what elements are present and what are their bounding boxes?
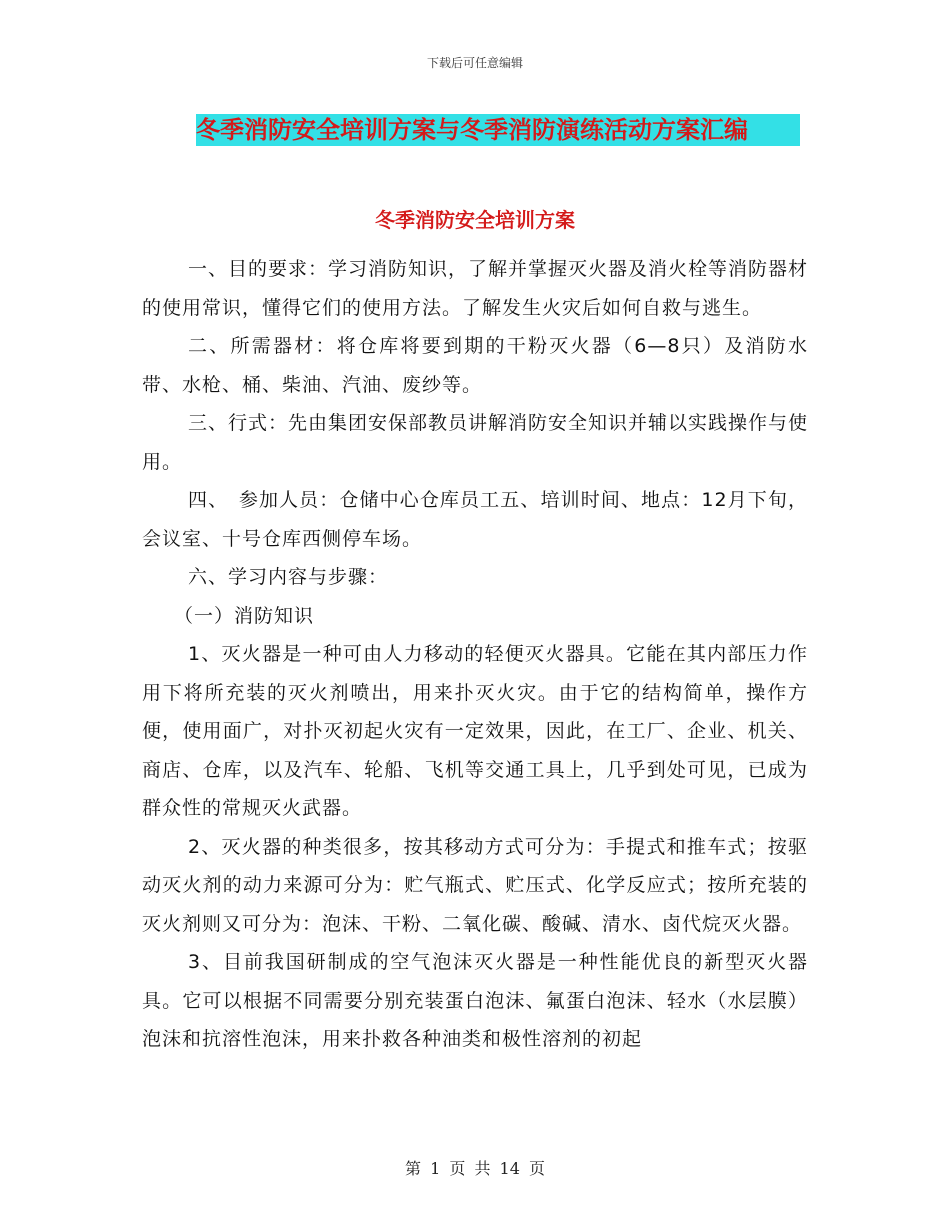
paragraph-participants: 四、 参加人员：仓储中心仓库员工五、培训时间、地点：12月下旬，会议室、十号仓库西侧停车场。 xyxy=(142,489,808,550)
paragraph-item-3: 3、目前我国研制成的空气泡沫灭火器是一种性能优良的新型灭火器具。它可以根据不同需要分别充装蛋白泡沫、氟蛋白泡沫、轻水（水层膜）泡沫和抗溶性泡沫，用来扑救各种油类和极性溶剂的初起 xyxy=(142,951,808,1050)
paragraph-purpose: 一、目的要求：学习消防知识，了解并掌握灭火器及消火栓等消防器材的使用常识，懂得它们的使用方法。了解发生火灾后如何自救与逃生。 xyxy=(142,258,809,319)
header-note: 下载后可任意编辑 xyxy=(426,56,523,70)
paragraph-item-2: 2、灭火器的种类很多，按其移动方式可分为：手提式和推车式；按驱动灭火剂的动力来源可分为：贮气瓶式、贮压式、化学反应式；按所充装的灭火剂则又可分为：泡沫、干粉、二氧化碳、酸碱、清水、卤代烷灭火器。 xyxy=(142,835,808,935)
paragraph-format: 三、行式：先由集团安保部教员讲解消防安全知识并辅以实践操作与使用。 xyxy=(142,412,809,473)
document-title: 冬季消防安全培训方案与冬季消防演练活动方案汇编 xyxy=(196,114,800,146)
subheading-fire-knowledge: （一）消防知识 xyxy=(174,604,315,627)
document-body xyxy=(142,250,808,1059)
paragraph-content-steps: 六、学习内容与步骤： xyxy=(188,566,389,588)
page-number: 第 1 页 共 14 页 xyxy=(405,1159,545,1178)
paragraph-equipment: 二、所需器材：将仓库将要到期的干粉灭火器（6—8只）及消防水带、水枪、桶、柴油、汽油、废纱等。 xyxy=(142,335,808,396)
section-title: 冬季消防安全培训方案 xyxy=(375,208,575,232)
paragraph-item-1: 1、灭火器是一种可由人力移动的轻便灭火器具。它能在其内部压力作用下将所充装的灭火剂喷出，用来扑灭火灾。由于它的结构简单，操作方便，使用面广，对扑灭初起火灾有一定效果，因此，在工厂、企业、机关、商店、仓库，以及汽车、轮船、飞机等交通工具上，几乎到处可见，已成为群众性的常规灭火武器。 xyxy=(142,643,808,819)
